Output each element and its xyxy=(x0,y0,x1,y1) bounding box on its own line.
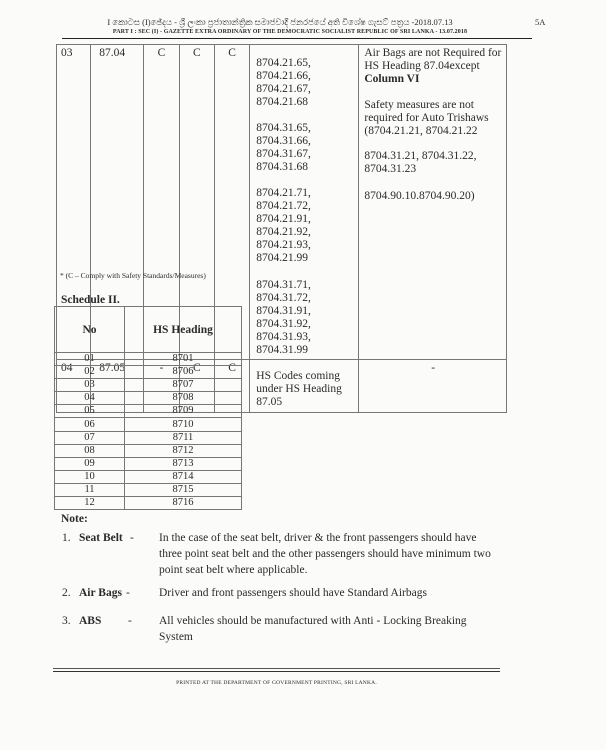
header-english-line: PART I : SEC (I) - GAZETTE EXTRA ORDINARY OF THE DEMOCRATIC SOCIALIST REPUBLIC OF SRI LANKA - 13.07.2018 xyxy=(112,29,468,35)
cell-hs-heading: 8711 xyxy=(125,431,242,444)
table-row xyxy=(55,444,242,457)
remarks-line: Air Bags are not Required for HS Heading 87.04except xyxy=(364,47,502,72)
note-title: Note: xyxy=(61,513,88,525)
cell-no: 02 xyxy=(55,366,125,379)
note-label: Seat Belt xyxy=(79,532,123,544)
cell-no: 04 xyxy=(55,392,125,405)
table-row xyxy=(55,431,242,444)
cell-no: 05 xyxy=(55,405,125,418)
note-number: 3. xyxy=(62,615,71,627)
cell-no: 03 xyxy=(55,379,125,392)
note-text: Driver and front passengers should have Standard Airbags xyxy=(159,587,427,599)
schedule-title: Schedule II. xyxy=(61,294,120,306)
cell-remarks xyxy=(359,45,507,360)
cell-hs-heading: 8716 xyxy=(125,497,242,510)
cell-hs-heading: 8701 xyxy=(125,353,242,366)
cell-no: 01 xyxy=(55,353,125,366)
remarks-line: 8704.31.21, 8704.31.22, 8704.31.23 xyxy=(364,150,477,175)
codes-group: 8704.21.71, 8704.21.72, 8704.21.91, 8704.21.92, 8704.21.93, 8704.21.99 xyxy=(256,187,311,264)
table-row xyxy=(55,379,242,392)
header-sinhala-line: I කොටස (I)ඡේදය - ශ්‍රී ලංකා ප්‍රජාතාන්ත්‍රික සමාජවාදී ජනරජයේ අති විශේෂ ගැසට් පත්‍රය -2018.07.13 xyxy=(107,17,453,27)
remarks-line: Safety measures are not required for Auto Trishaws (8704.21.21, 8704.21.22 xyxy=(364,99,489,137)
note-number: 2. xyxy=(62,587,71,599)
cell-hs-heading: 8714 xyxy=(125,470,242,483)
cell-hs-heading: 8713 xyxy=(125,457,242,470)
cell-hs-heading: 8706 xyxy=(125,366,242,379)
schedule-header-row xyxy=(55,307,242,353)
remarks-line: 8704.90.10.8704.90.20) xyxy=(364,190,475,202)
header-no: No xyxy=(55,307,125,353)
header-rule xyxy=(62,38,532,39)
cell-col-a: C xyxy=(144,45,179,360)
footer-rule xyxy=(53,671,500,672)
note-text: All vehicles should be manufactured with Anti - Locking Breaking System xyxy=(159,615,467,643)
cell-hs-codes: HS Codes coming under HS Heading 87.05 xyxy=(250,360,359,413)
codes-group: 8704.31.65, 8704.31.66, 8704.31.67, 8704.31.68 xyxy=(256,122,311,173)
cell-no: 12 xyxy=(55,497,125,510)
cell-no: 03 xyxy=(57,45,91,360)
note-text: In the case of the seat belt, driver & the front passengers should have three point seat belt and the other passengers should have minimum two point seat belt where applicable. xyxy=(159,532,491,576)
note-dash: - xyxy=(130,532,134,544)
cell-col-b: C xyxy=(179,45,214,360)
cell-no: 08 xyxy=(55,444,125,457)
cell-hs-heading: 8710 xyxy=(125,418,242,431)
note-label: Air Bags xyxy=(79,587,122,599)
note-number: 1. xyxy=(62,532,71,544)
table-row xyxy=(55,483,242,496)
table-row xyxy=(55,405,242,418)
page-number: 5A xyxy=(535,17,546,27)
printer-credit: PRINTED AT THE DEPARTMENT OF GOVERNMENT PRINTING, SRI LANKA. xyxy=(176,680,377,686)
schedule-body xyxy=(55,353,242,510)
codes-group: 8704.21.65, 8704.21.66, 8704.21.67, 8704.21.68 xyxy=(256,57,311,108)
cell-hs-heading: 8707 xyxy=(125,379,242,392)
cell-no: 11 xyxy=(55,483,125,496)
note-dash: - xyxy=(126,587,130,599)
cell-no: 10 xyxy=(55,470,125,483)
header-hs-heading: HS Heading xyxy=(125,307,242,353)
table-row xyxy=(55,418,242,431)
cell-remarks: - xyxy=(359,360,507,413)
note-label: ABS xyxy=(79,615,102,627)
cell-col-c: C xyxy=(214,360,249,413)
schedule-table xyxy=(54,306,242,510)
table-row xyxy=(55,392,242,405)
cell-no: 06 xyxy=(55,418,125,431)
cell-col-c: C xyxy=(214,45,249,360)
cell-hs-codes xyxy=(250,45,359,360)
table-row xyxy=(55,457,242,470)
table-row xyxy=(55,470,242,483)
table-row xyxy=(55,353,242,366)
table-row xyxy=(55,366,242,379)
note-dash: - xyxy=(128,615,132,627)
cell-hs-heading: 8708 xyxy=(125,392,242,405)
cell-hs-heading: 87.04 xyxy=(91,45,144,360)
cell-hs-heading: 8709 xyxy=(125,405,242,418)
table-footnote: * (C – Comply with Safety Standards/Measures) xyxy=(60,271,206,280)
footer-rule xyxy=(53,668,500,669)
cell-no: 04 xyxy=(57,360,91,413)
cell-no: 07 xyxy=(55,431,125,444)
cell-hs-heading: 8715 xyxy=(125,483,242,496)
cell-hs-heading: 87.05 xyxy=(91,360,144,413)
remarks-bold: Column VI xyxy=(364,73,420,85)
cell-hs-heading: 8712 xyxy=(125,444,242,457)
cell-col-a: - xyxy=(144,360,179,413)
cell-col-b: C xyxy=(179,360,214,413)
table-row xyxy=(55,497,242,510)
cell-no: 09 xyxy=(55,457,125,470)
codes-group: 8704.31.71, 8704.31.72, 8704.31.91, 8704.31.92, 8704.31.93, 8704.31.99 xyxy=(256,279,311,356)
